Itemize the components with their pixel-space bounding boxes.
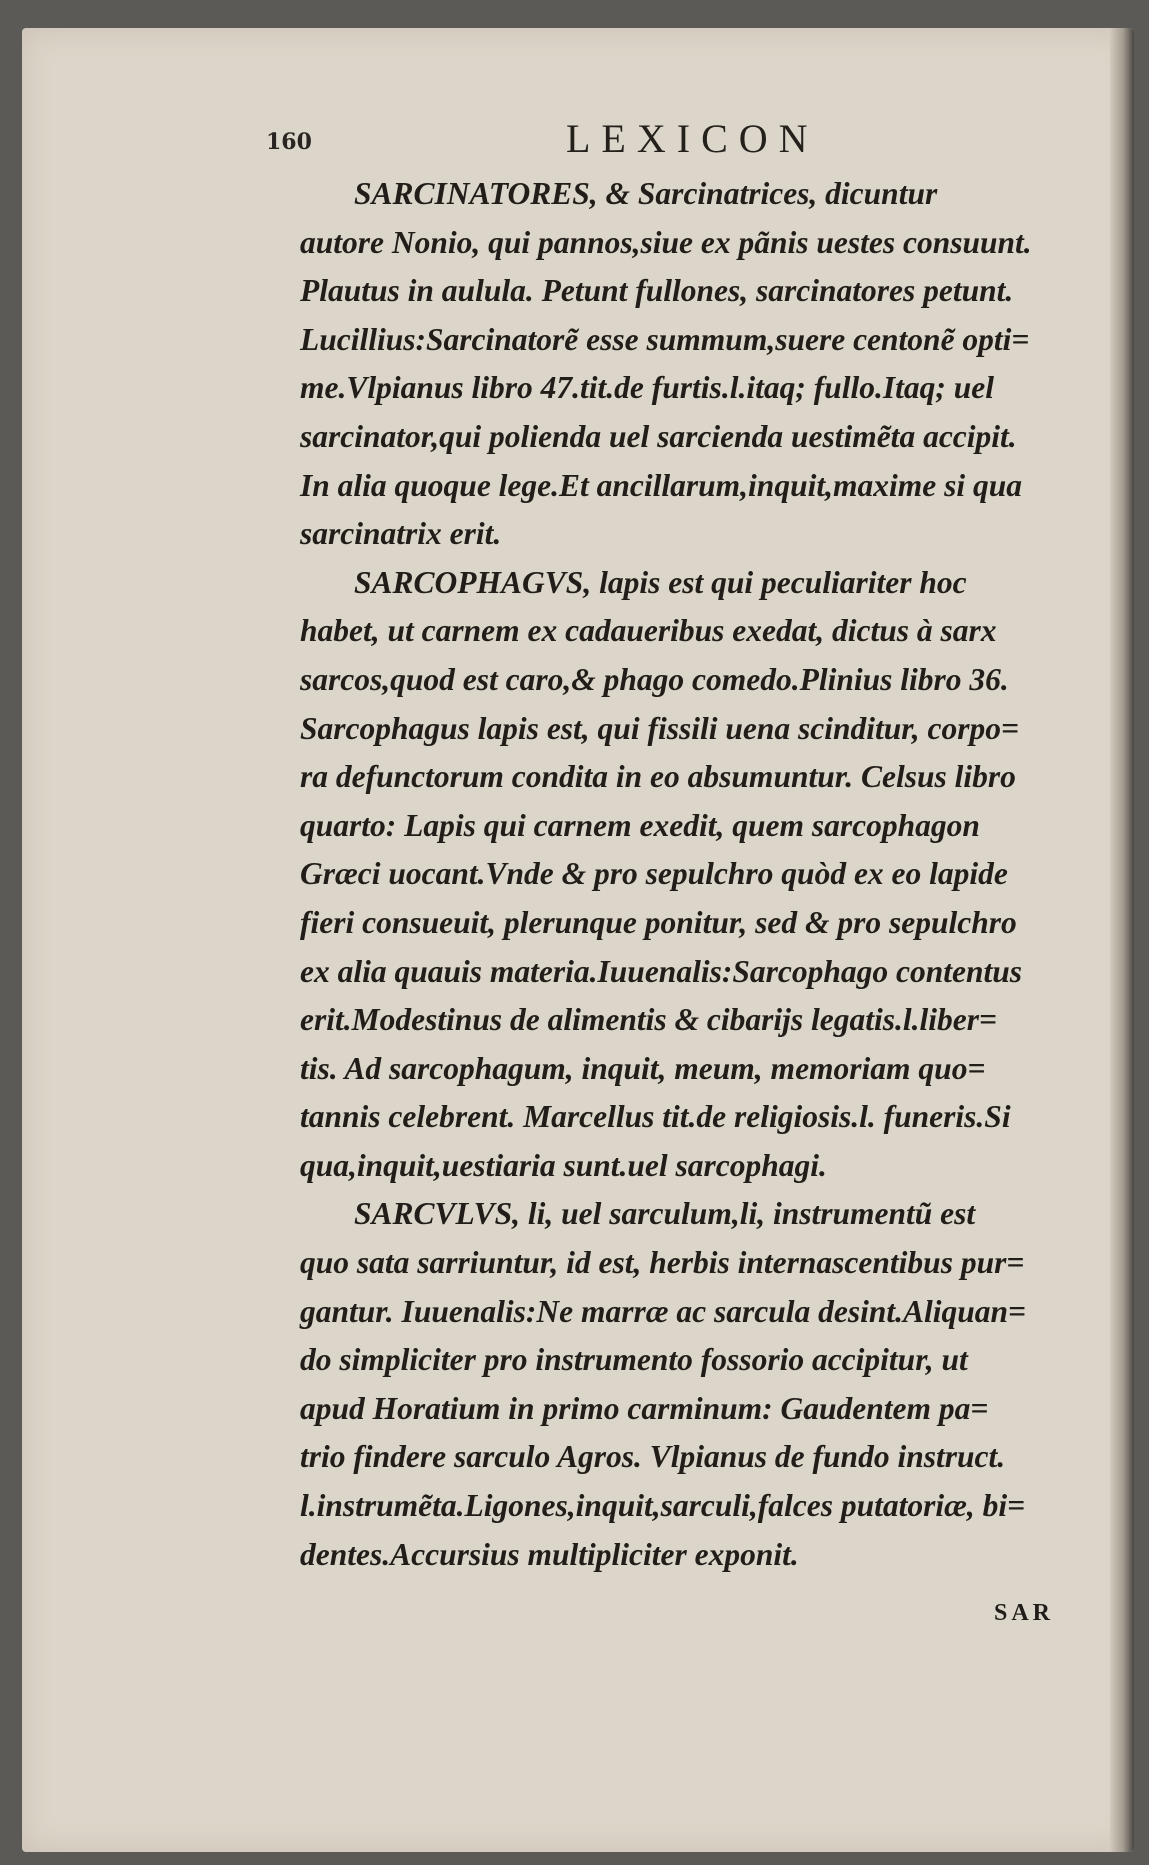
entry-sarculus-line: SARCVLVS, li, uel sarculum,li, instrumentũ est — [354, 1196, 976, 1232]
running-title: LEXICON — [566, 116, 819, 161]
text-line: erit.Modestinus de alimentis & cibarijs legatis.l.liber= — [300, 1002, 997, 1038]
text-line: Sarcophagus lapis est, qui fissili uena scinditur, corpo= — [300, 710, 1019, 746]
text-line: sarcos,quod est caro,& phago comedo.Plinius libro 36. — [300, 661, 1009, 697]
text-line: dentes.Accursius multipliciter exponit. — [300, 1536, 799, 1572]
text-line: sarcinatrix erit. — [300, 516, 502, 552]
text-line: quo sata sarriuntur, id est, herbis internascentibus pur= — [300, 1245, 1025, 1281]
text-line: Plautus in aulula. Petunt fullones, sarcinatores petunt. — [300, 273, 1014, 309]
text-line: gantur. Iuuenalis:Ne marræ ac sarcula desint.Aliquan= — [300, 1293, 1026, 1329]
text-line: trio findere sarculo Agros. Vlpianus de fundo instruct. — [300, 1439, 1006, 1475]
text-line: l.instrumẽta.Ligones,inquit,sarculi,falces putatoriæ, bi= — [300, 1488, 1026, 1524]
text-line: tannis celebrent. Marcellus tit.de religiosis.l. funeris.Si — [300, 1099, 1011, 1135]
entry-sarcinatores-line: SARCINATORES, & Sarcinatrices, dicuntur — [354, 176, 938, 211]
text-line: habet, ut carnem ex cadaueribus exedat, dictus à sarx — [300, 613, 997, 649]
text-line: quarto: Lapis qui carnem exedit, quem sarcophagon — [300, 807, 980, 843]
text-line: sarcinator,qui polienda uel sarcienda uestimẽta accipit. — [300, 418, 1017, 454]
page-header — [266, 115, 886, 175]
text-line: Lucillius:Sarcinatorẽ esse summum,suere centonẽ opti= — [300, 321, 1030, 357]
text-line: autore Nonio, qui pannos,siue ex pãnis uestes consuunt. — [300, 224, 1032, 260]
text-line: In alia quoque lege.Et ancillarum,inquit,maxime si qua — [300, 467, 1022, 503]
text-line: ra defunctorum condita in eo absumuntur. Celsus libro — [300, 759, 1016, 795]
entry-sarcophagus-line: SARCOPHAGVS, lapis est qui peculiariter hoc — [354, 564, 967, 600]
text-line: me.Vlpianus libro 47.tit.de furtis.l.itaq; fullo.Itaq; uel — [300, 370, 994, 406]
text-line: Græci uocant.Vnde & pro sepulchro quòd ex eo lapide — [300, 856, 1008, 892]
text-line: fieri consueuit, plerunque ponitur, sed & pro sepulchro — [300, 904, 1017, 940]
text-line: do simpliciter pro instrumento fossorio accipitur, ut — [300, 1342, 968, 1378]
text-line: ex alia quauis materia.Iuuenalis:Sarcophago contentus — [300, 953, 1023, 989]
lexicon-text — [300, 170, 1130, 1579]
text-line: tis. Ad sarcophagum, inquit, meum, memoriam quo= — [300, 1050, 986, 1086]
page-number: 160 — [266, 129, 312, 155]
catchword: SAR — [993, 1600, 1054, 1626]
text-line: qua,inquit,uestiaria sunt.uel sarcophagi. — [300, 1147, 827, 1183]
text-line: apud Horatium in primo carminum: Gaudentem pa= — [300, 1390, 989, 1426]
